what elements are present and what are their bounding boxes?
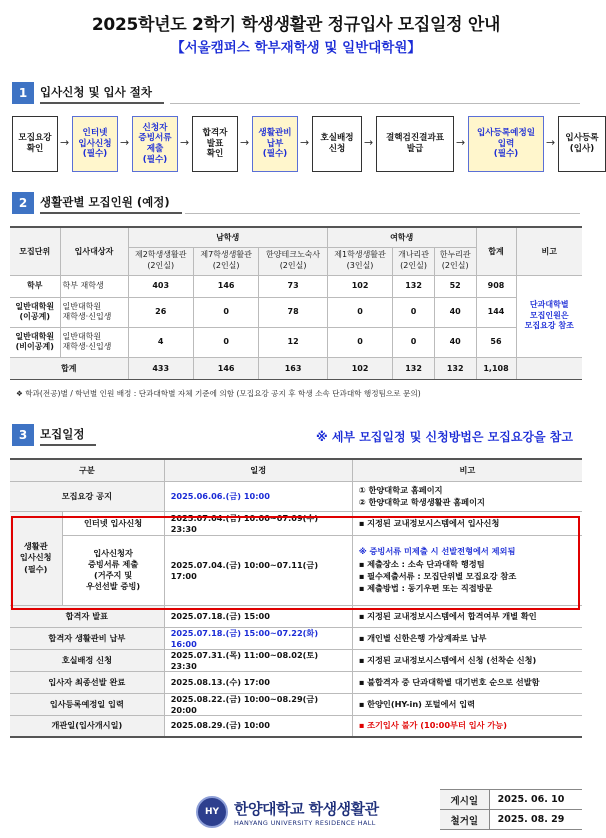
row-category: 합격자 발표 <box>10 605 164 627</box>
col-header-female: 여학생 <box>327 227 476 247</box>
table-row <box>10 481 582 511</box>
row-category: 입사신청자 증빙서류 제출 (거주지 및 우선선발 증빙) <box>62 535 164 605</box>
process-step: 입사등록 (입사) <box>558 116 606 172</box>
section-title: 입사신청 및 입사 절차 <box>40 82 164 104</box>
row-date: 2025.07.18.(금) 15:00~07.22(화) 16:00 <box>164 627 352 649</box>
sum-note <box>516 357 582 379</box>
row-total: 144 <box>476 297 516 327</box>
section-3-header <box>12 424 96 446</box>
capacity-value: 73 <box>259 275 327 297</box>
row-target: 일반대학원 재학생·신입생 <box>60 297 128 327</box>
col-header-category: 구분 <box>10 459 164 481</box>
remove-date: 2025. 08. 29 <box>489 810 582 830</box>
org-name-english: HANYANG UNIVERSITY RESIDENCE HALL <box>234 818 376 827</box>
capacity-value: 52 <box>434 275 476 297</box>
col-header-unit: 모집단위 <box>10 227 60 275</box>
row-date: 2025.08.22.(금) 10:00~08.29(금) 20:00 <box>164 693 352 715</box>
row-notes: ▪ 개인별 신한은행 가상계좌로 납부 <box>352 627 582 649</box>
table-row <box>10 715 582 737</box>
row-category: 인터넷 입사신청 <box>62 511 164 535</box>
application-highlight-box <box>11 516 580 610</box>
capacity-table <box>10 226 582 380</box>
remove-label: 철거일 <box>440 810 489 830</box>
capacity-value: 0 <box>327 297 392 327</box>
post-date: 2025. 06. 10 <box>489 790 582 810</box>
col-header-date: 일정 <box>164 459 352 481</box>
sum-value: 433 <box>128 357 193 379</box>
arrow-right-icon: → <box>60 136 70 149</box>
hall-header: 개나리관 (2인실) <box>393 247 435 275</box>
note-line: ② 한양대학교 학생생활관 홈페이지 <box>358 497 485 507</box>
page-title: 2025학년도 2학기 학생생활관 정규입사 모집일정 안내 <box>91 15 501 35</box>
table-row <box>10 671 582 693</box>
note-line: ▪ 필수제출서류 : 모집단위별 모집요강 참조 <box>358 571 517 581</box>
process-step: 모집요강 확인 <box>12 116 58 172</box>
divider <box>185 213 580 214</box>
arrow-right-icon: → <box>364 136 374 149</box>
row-category: 개관일(입사개시일) <box>10 715 164 737</box>
row-date: 2025.07.04.(금) 10:00~07.09(수) 23:30 <box>164 511 352 535</box>
note-line: ▪ 제출방법 : 동기우편 또는 직접방문 <box>358 583 493 594</box>
capacity-value: 102 <box>327 275 392 297</box>
row-target: 일반대학원 재학생·신입생 <box>60 327 128 357</box>
row-total: 56 <box>476 327 516 357</box>
table-row <box>10 693 582 715</box>
capacity-value: 0 <box>193 297 258 327</box>
capacity-value: 12 <box>259 327 327 357</box>
capacity-value: 0 <box>327 327 392 357</box>
capacity-value: 40 <box>434 327 476 357</box>
table-row <box>10 627 582 649</box>
arrow-right-icon: → <box>300 136 310 149</box>
university-seal-icon: HY <box>196 796 228 828</box>
sum-total: 1,108 <box>476 357 516 379</box>
sum-value: 163 <box>259 357 327 379</box>
hall-header: 한누리관 (2인실) <box>434 247 476 275</box>
process-step: 합격자 발표 확인 <box>192 116 238 172</box>
table-row <box>10 275 582 297</box>
capacity-value: 0 <box>393 327 435 357</box>
table-row <box>10 327 582 357</box>
row-notes: ▪ 지정된 교내정보시스템에서 합격여부 개별 확인 <box>352 605 582 627</box>
table-row <box>10 649 582 671</box>
hall-header: 제2학생생활관 (2인실) <box>128 247 193 275</box>
post-label: 게시일 <box>440 790 489 810</box>
process-step: 결핵검진결과표 발급 <box>376 116 454 172</box>
org-name-korean: 한양대학교 학생생활관 <box>234 799 379 818</box>
process-step: 신청자 증빙서류 제출 (필수) <box>132 116 178 172</box>
capacity-value: 26 <box>128 297 193 327</box>
row-category: 합격자 생활관비 납부 <box>10 627 164 649</box>
section-number: 2 <box>12 192 34 214</box>
row-category: 모집요강 공지 <box>10 481 164 511</box>
row-total: 908 <box>476 275 516 297</box>
sum-value: 132 <box>393 357 435 379</box>
row-notes: ▪ 지정된 교내정보시스템에서 신청 (선착순 신청) <box>352 649 582 671</box>
capacity-value: 146 <box>193 275 258 297</box>
row-date: 2025.08.29.(금) 10:00 <box>164 715 352 737</box>
row-category: 입사자 최종선발 완료 <box>10 671 164 693</box>
arrow-right-icon: → <box>120 136 130 149</box>
process-flow <box>12 116 599 172</box>
sum-value: 132 <box>434 357 476 379</box>
section-number: 1 <box>12 82 34 104</box>
capacity-value: 403 <box>128 275 193 297</box>
process-step: 호실배정 신청 <box>312 116 362 172</box>
col-header-note: 비고 <box>352 459 582 481</box>
row-notes: ▪ 불합격자 중 단과대학별 대기번호 순으로 선발함 <box>352 671 582 693</box>
process-step: 인터넷 입사신청 (필수) <box>72 116 118 172</box>
process-step: 생활관비 납부 (필수) <box>252 116 298 172</box>
row-unit: 학부 <box>10 275 60 297</box>
section-title: 모집일정 <box>40 424 96 446</box>
row-date: 2025.08.13.(수) 17:00 <box>164 671 352 693</box>
row-unit: 일반대학원 (비이공계) <box>10 327 60 357</box>
row-target: 학부 재학생 <box>60 275 128 297</box>
col-header-total: 합계 <box>476 227 516 275</box>
capacity-value: 0 <box>393 297 435 327</box>
footnote: ❖ 학과(전공)별 / 학년별 인원 배정 : 단과대학별 자체 기준에 의함 (모집요강 공지 후 학생 소속 단과대학 행정팀으로 문의) <box>16 389 421 398</box>
row-notes: ▪ 한양인(HY-in) 포털에서 입력 <box>352 693 582 715</box>
sum-value: 146 <box>193 357 258 379</box>
row-notes: ▪ 조기입사 불가 (10:00부터 입사 가능) <box>352 715 582 737</box>
sum-value: 102 <box>327 357 392 379</box>
warning-line: ※ 증빙서류 미제출 시 선발전형에서 제외됨 <box>358 546 516 557</box>
section-number: 3 <box>12 424 34 446</box>
arrow-right-icon: → <box>546 136 556 149</box>
arrow-right-icon: → <box>180 136 190 149</box>
arrow-right-icon: → <box>240 136 250 149</box>
capacity-value: 132 <box>393 275 435 297</box>
capacity-value: 78 <box>259 297 327 327</box>
sum-label: 합계 <box>10 357 128 379</box>
capacity-value: 4 <box>128 327 193 357</box>
capacity-value: 40 <box>434 297 476 327</box>
hall-header: 제7학생생활관 (2인실) <box>193 247 258 275</box>
note-line: ① 한양대학교 홈페이지 <box>358 484 443 495</box>
row-date: 2025.06.06.(금) 10:00 <box>164 481 352 511</box>
posting-dates <box>440 789 582 830</box>
row-category: 입사등록예정일 입력 <box>10 693 164 715</box>
row-date: 2025.07.31.(목) 11:00~08.02(토) 23:30 <box>164 649 352 671</box>
group-label: 생활관 입사신청 (필수) <box>10 511 62 605</box>
row-category: 호실배정 신청 <box>10 649 164 671</box>
section-1-header <box>12 82 164 104</box>
section-title: 생활관별 모집인원 (예정) <box>40 192 182 214</box>
notice-text: ※ 세부 모집일정 및 신청방법은 모집요강을 참고 <box>316 430 573 444</box>
remark: 단과대학별 모집인원은 모집요강 참조 <box>516 275 582 357</box>
page-subtitle: 【서울캠퍼스 학부재학생 및 일반대학원】 <box>171 40 421 56</box>
table-row <box>10 297 582 327</box>
process-step: 입사등록예정일 입력 (필수) <box>468 116 544 172</box>
col-header-male: 남학생 <box>128 227 327 247</box>
row-date: 2025.07.18.(금) 15:00 <box>164 605 352 627</box>
university-logo <box>196 796 379 828</box>
section-2-header <box>12 192 182 214</box>
col-header-target: 입사대상자 <box>60 227 128 275</box>
row-notes <box>352 481 582 511</box>
hall-header: 제1학생생활관 (3인실) <box>327 247 392 275</box>
arrow-right-icon: → <box>456 136 466 149</box>
divider <box>170 103 580 104</box>
capacity-value: 0 <box>193 327 258 357</box>
hall-header: 한양테크노숙사 (2인실) <box>259 247 327 275</box>
col-header-note: 비고 <box>516 227 582 275</box>
row-date: 2025.07.04.(금) 10:00~07.11(금) 17:00 <box>164 535 352 605</box>
row-unit: 일반대학원 (이공계) <box>10 297 60 327</box>
row-notes: ▪ 지정된 교내정보시스템에서 입사신청 <box>352 511 582 535</box>
note-line: ▪ 제출장소 : 소속 단과대학 행정팀 <box>358 558 485 569</box>
